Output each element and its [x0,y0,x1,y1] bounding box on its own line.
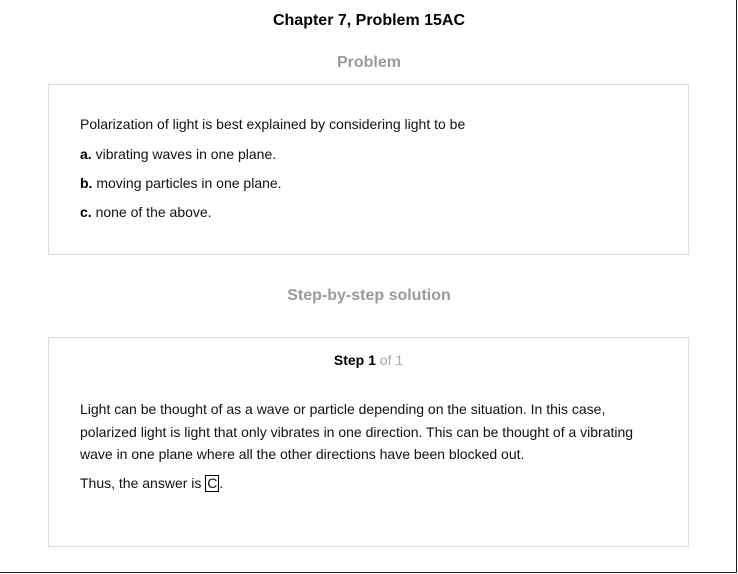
option-c [80,204,212,220]
problem-question: Polarization of light is best explained by considering light to be [80,116,466,132]
solution-card [48,337,689,547]
answer-line [80,475,223,492]
step-total: of 1 [379,352,404,368]
answer-prefix: Thus, the answer is [80,475,202,491]
problem-heading: Problem [336,54,401,71]
option-a-letter: a. [80,146,92,162]
solution-heading: Step-by-step solution [287,287,451,304]
answer-box: C [207,475,218,491]
option-b-letter: b. [80,175,93,191]
option-a-text: vibrating waves in one plane. [95,146,277,162]
step-indicator [49,352,688,368]
step-word: Step [333,352,365,368]
solution-explanation: Light can be thought of as a wave or particle depending on the situation. In this case, polarized light is light that only vibrates in one direction. This can be thought of a vibrating wave in one plane where all the other directions have been blocked out. [80,401,634,462]
option-a [80,146,276,162]
answer-suffix: . [219,475,224,491]
step-number: 1 [368,352,376,368]
option-b [80,175,282,191]
option-c-letter: c. [80,204,92,220]
option-c-text: none of the above. [95,204,212,220]
option-b-text: moving particles in one plane. [96,175,282,191]
problem-card [48,84,689,255]
page-title: Chapter 7, Problem 15AC [272,12,466,29]
